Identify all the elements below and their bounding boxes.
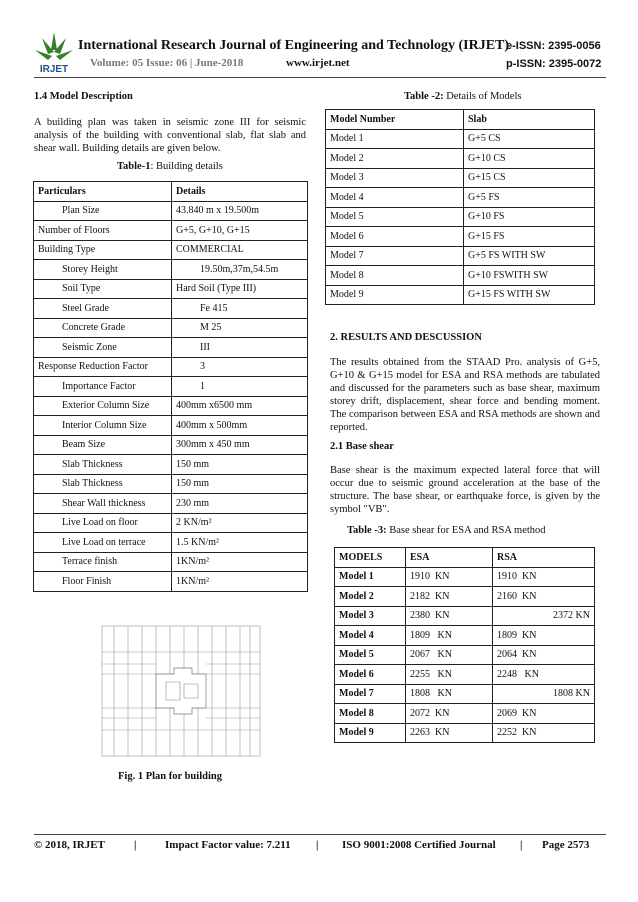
building-plan-figure bbox=[100, 624, 262, 758]
table-cell: Storey Height bbox=[34, 260, 172, 280]
table-header-row bbox=[335, 548, 595, 568]
table-cell: Model 6 bbox=[335, 665, 406, 685]
table-row bbox=[34, 260, 308, 280]
table-cell: Model 2 bbox=[335, 587, 406, 607]
eissn: e-ISSN: 2395-0056 bbox=[506, 40, 601, 52]
table-cell: 1.5 KN/m² bbox=[172, 533, 308, 553]
table-cell: Interior Column Size bbox=[34, 416, 172, 436]
table-cell: 400mm x 500mm bbox=[172, 416, 308, 436]
table-row bbox=[34, 377, 308, 397]
footer-divider bbox=[34, 834, 606, 835]
table-cell: G+5 FS WITH SW bbox=[464, 246, 595, 266]
table-cell: Model 5 bbox=[335, 645, 406, 665]
table-row bbox=[335, 645, 595, 665]
table-row bbox=[34, 201, 308, 221]
table-cell: 400mm x6500 mm bbox=[172, 396, 308, 416]
table-cell: 1910 KN bbox=[406, 567, 493, 587]
table-cell: 230 mm bbox=[172, 494, 308, 514]
table-row bbox=[326, 266, 595, 286]
table-row bbox=[326, 285, 595, 305]
table-row bbox=[34, 396, 308, 416]
irjet-logo bbox=[30, 28, 78, 76]
figure1-caption: Fig. 1 Plan for building bbox=[118, 771, 222, 782]
table-cell: 2182 KN bbox=[406, 587, 493, 607]
table-header-cell: MODELS bbox=[335, 548, 406, 568]
footer-iso: ISO 9001:2008 Certified Journal bbox=[342, 839, 496, 851]
table-header-cell: RSA bbox=[493, 548, 595, 568]
table-row bbox=[34, 494, 308, 514]
table-cell: Importance Factor bbox=[34, 377, 172, 397]
table-cell: Floor Finish bbox=[34, 572, 172, 592]
table-cell: 2380 KN bbox=[406, 606, 493, 626]
footer-separator: | bbox=[520, 839, 523, 851]
table-cell: Model 7 bbox=[335, 684, 406, 704]
table3-caption: Table -3: Base shear for ESA and RSA method bbox=[347, 525, 546, 536]
table-row bbox=[34, 357, 308, 377]
table-header-cell: Details bbox=[172, 182, 308, 202]
table-cell: Number of Floors bbox=[34, 221, 172, 241]
table-row bbox=[34, 572, 308, 592]
table-cell: Beam Size bbox=[34, 435, 172, 455]
table-cell: Model 6 bbox=[326, 227, 464, 247]
table-cell: Hard Soil (Type III) bbox=[172, 279, 308, 299]
section-heading-model-description: 1.4 Model Description bbox=[34, 91, 133, 102]
table-cell: M 25 bbox=[172, 318, 308, 338]
table-cell: 19.50m,37m,54.5m bbox=[172, 260, 308, 280]
table-cell: 43.840 m x 19.500m bbox=[172, 201, 308, 221]
table-cell: G+15 FS bbox=[464, 227, 595, 247]
table-cell: G+5, G+10, G+15 bbox=[172, 221, 308, 241]
table-cell: Model 3 bbox=[335, 606, 406, 626]
table-cell: Live Load on floor bbox=[34, 513, 172, 533]
table-row bbox=[326, 129, 595, 149]
table-cell: Model 8 bbox=[326, 266, 464, 286]
table-cell: 1 bbox=[172, 377, 308, 397]
table-row bbox=[326, 246, 595, 266]
table-cell: G+5 FS bbox=[464, 188, 595, 208]
table-cell: G+5 CS bbox=[464, 129, 595, 149]
table-cell: Steel Grade bbox=[34, 299, 172, 319]
section2-paragraph: The results obtained from the STAAD Pro. analysis of G+5, G+10 & G+15 model for ESA and RSA methods are tabulated and discussed for the parameters such as base shear, maximum storey drift, displacement, shear force and bending moment. The comparison between ESA and RSA methods are shown and reported. bbox=[330, 357, 600, 433]
table-cell: Model 1 bbox=[326, 129, 464, 149]
table-cell: Response Reduction Factor bbox=[34, 357, 172, 377]
table-header-cell: Particulars bbox=[34, 182, 172, 202]
table-row bbox=[34, 221, 308, 241]
table-cell: Concrete Grade bbox=[34, 318, 172, 338]
table-header-row bbox=[326, 110, 595, 130]
table-row bbox=[34, 552, 308, 572]
section2-heading: 2. RESULTS AND DESCUSSION bbox=[330, 332, 482, 343]
footer-impact-factor: Impact Factor value: 7.211 bbox=[165, 839, 291, 851]
table-row bbox=[326, 188, 595, 208]
table-row bbox=[335, 567, 595, 587]
building-details-table bbox=[33, 181, 308, 592]
footer-separator: | bbox=[134, 839, 137, 851]
footer-page-number: Page 2573 bbox=[542, 839, 590, 851]
table-row bbox=[34, 455, 308, 475]
table-cell: Model 2 bbox=[326, 149, 464, 169]
table-row bbox=[326, 207, 595, 227]
table-cell: 2160 KN bbox=[493, 587, 595, 607]
table-cell: 2 KN/m² bbox=[172, 513, 308, 533]
table-header-cell: ESA bbox=[406, 548, 493, 568]
model-description-paragraph: A building plan was taken in seismic zone III for seismic analysis of the building with conventional slab, flat slab and shear wall. Building details are given below. bbox=[34, 117, 306, 154]
table-cell: 1910 KN bbox=[493, 567, 595, 587]
table-row bbox=[34, 318, 308, 338]
table-row bbox=[335, 587, 595, 607]
table-cell: 1808 KN bbox=[406, 684, 493, 704]
table-cell: 150 mm bbox=[172, 455, 308, 475]
table-cell: 2255 KN bbox=[406, 665, 493, 685]
table-cell: 2064 KN bbox=[493, 645, 595, 665]
table-cell: 1809 KN bbox=[493, 626, 595, 646]
table-cell: Exterior Column Size bbox=[34, 396, 172, 416]
table-row bbox=[34, 240, 308, 260]
table-row bbox=[34, 416, 308, 436]
table-cell: Model 4 bbox=[326, 188, 464, 208]
table-cell: Building Type bbox=[34, 240, 172, 260]
table-cell: Shear Wall thickness bbox=[34, 494, 172, 514]
table-header-row bbox=[34, 182, 308, 202]
table-cell: 2372 KN bbox=[493, 606, 595, 626]
table-cell: Fe 415 bbox=[172, 299, 308, 319]
section21-heading: 2.1 Base shear bbox=[330, 441, 394, 452]
table1-caption: Table-1: Building details bbox=[117, 161, 223, 172]
table-row bbox=[34, 513, 308, 533]
table-cell: 1809 KN bbox=[406, 626, 493, 646]
table-cell: 1KN/m² bbox=[172, 552, 308, 572]
table-cell: Seismic Zone bbox=[34, 338, 172, 358]
table-row bbox=[335, 626, 595, 646]
table-cell: Live Load on terrace bbox=[34, 533, 172, 553]
footer-copyright: © 2018, IRJET bbox=[34, 839, 105, 851]
model-details-table bbox=[325, 109, 595, 305]
table-row bbox=[326, 168, 595, 188]
table-row bbox=[34, 533, 308, 553]
journal-title: International Research Journal of Engineering and Technology (IRJET) bbox=[78, 38, 510, 53]
table-row bbox=[34, 279, 308, 299]
table-cell: COMMERCIAL bbox=[172, 240, 308, 260]
table-row bbox=[34, 474, 308, 494]
table-cell: Model 3 bbox=[326, 168, 464, 188]
table-cell: Soil Type bbox=[34, 279, 172, 299]
table-cell: Model 7 bbox=[326, 246, 464, 266]
table-cell: Model 9 bbox=[335, 723, 406, 743]
table-cell: Model 4 bbox=[335, 626, 406, 646]
header-divider bbox=[34, 77, 606, 78]
table-cell: G+10 CS bbox=[464, 149, 595, 169]
table-cell: III bbox=[172, 338, 308, 358]
table-row bbox=[335, 684, 595, 704]
table-cell: Model 8 bbox=[335, 704, 406, 724]
table-cell: G+10 FS bbox=[464, 207, 595, 227]
table-row bbox=[335, 723, 595, 743]
table2-caption: Table -2: Details of Models bbox=[404, 91, 522, 102]
table-cell: Model 9 bbox=[326, 285, 464, 305]
table-cell: 2263 KN bbox=[406, 723, 493, 743]
table-row bbox=[335, 665, 595, 685]
table-cell: Model 5 bbox=[326, 207, 464, 227]
table-header-cell: Slab bbox=[464, 110, 595, 130]
website-link[interactable]: www.irjet.net bbox=[286, 57, 350, 69]
table-cell: Slab Thickness bbox=[34, 474, 172, 494]
table-header-cell: Model Number bbox=[326, 110, 464, 130]
table-cell: 2067 KN bbox=[406, 645, 493, 665]
table-cell: G+15 CS bbox=[464, 168, 595, 188]
table-cell: 300mm x 450 mm bbox=[172, 435, 308, 455]
table-cell: Model 1 bbox=[335, 567, 406, 587]
table-cell: 3 bbox=[172, 357, 308, 377]
table-cell: 2069 KN bbox=[493, 704, 595, 724]
table-row bbox=[326, 149, 595, 169]
section21-paragraph: Base shear is the maximum expected lateral force that will occur due to seismic ground acceleration at the base of the structure. The base shear, or earthquake force, is given by the symbol "VB". bbox=[330, 465, 600, 515]
pissn: p-ISSN: 2395-0072 bbox=[506, 58, 602, 70]
table-cell: G+15 FS WITH SW bbox=[464, 285, 595, 305]
table-cell: 2252 KN bbox=[493, 723, 595, 743]
table-cell: 150 mm bbox=[172, 474, 308, 494]
table-row bbox=[326, 227, 595, 247]
logo-text: IRJET bbox=[39, 64, 69, 75]
table-cell: G+10 FSWITH SW bbox=[464, 266, 595, 286]
table-cell: 1KN/m² bbox=[172, 572, 308, 592]
footer-separator: | bbox=[316, 839, 319, 851]
base-shear-table bbox=[334, 547, 595, 743]
table-cell: 2072 KN bbox=[406, 704, 493, 724]
table-row bbox=[335, 606, 595, 626]
table-cell: Slab Thickness bbox=[34, 455, 172, 475]
table-row bbox=[34, 435, 308, 455]
table-row bbox=[34, 299, 308, 319]
table-row bbox=[335, 704, 595, 724]
table-cell: Plan Size bbox=[34, 201, 172, 221]
table-row bbox=[34, 338, 308, 358]
volume-issue: Volume: 05 Issue: 06 | June-2018 bbox=[90, 57, 244, 69]
table-cell: Terrace finish bbox=[34, 552, 172, 572]
table-cell: 2248 KN bbox=[493, 665, 595, 685]
table-cell: 1808 KN bbox=[493, 684, 595, 704]
